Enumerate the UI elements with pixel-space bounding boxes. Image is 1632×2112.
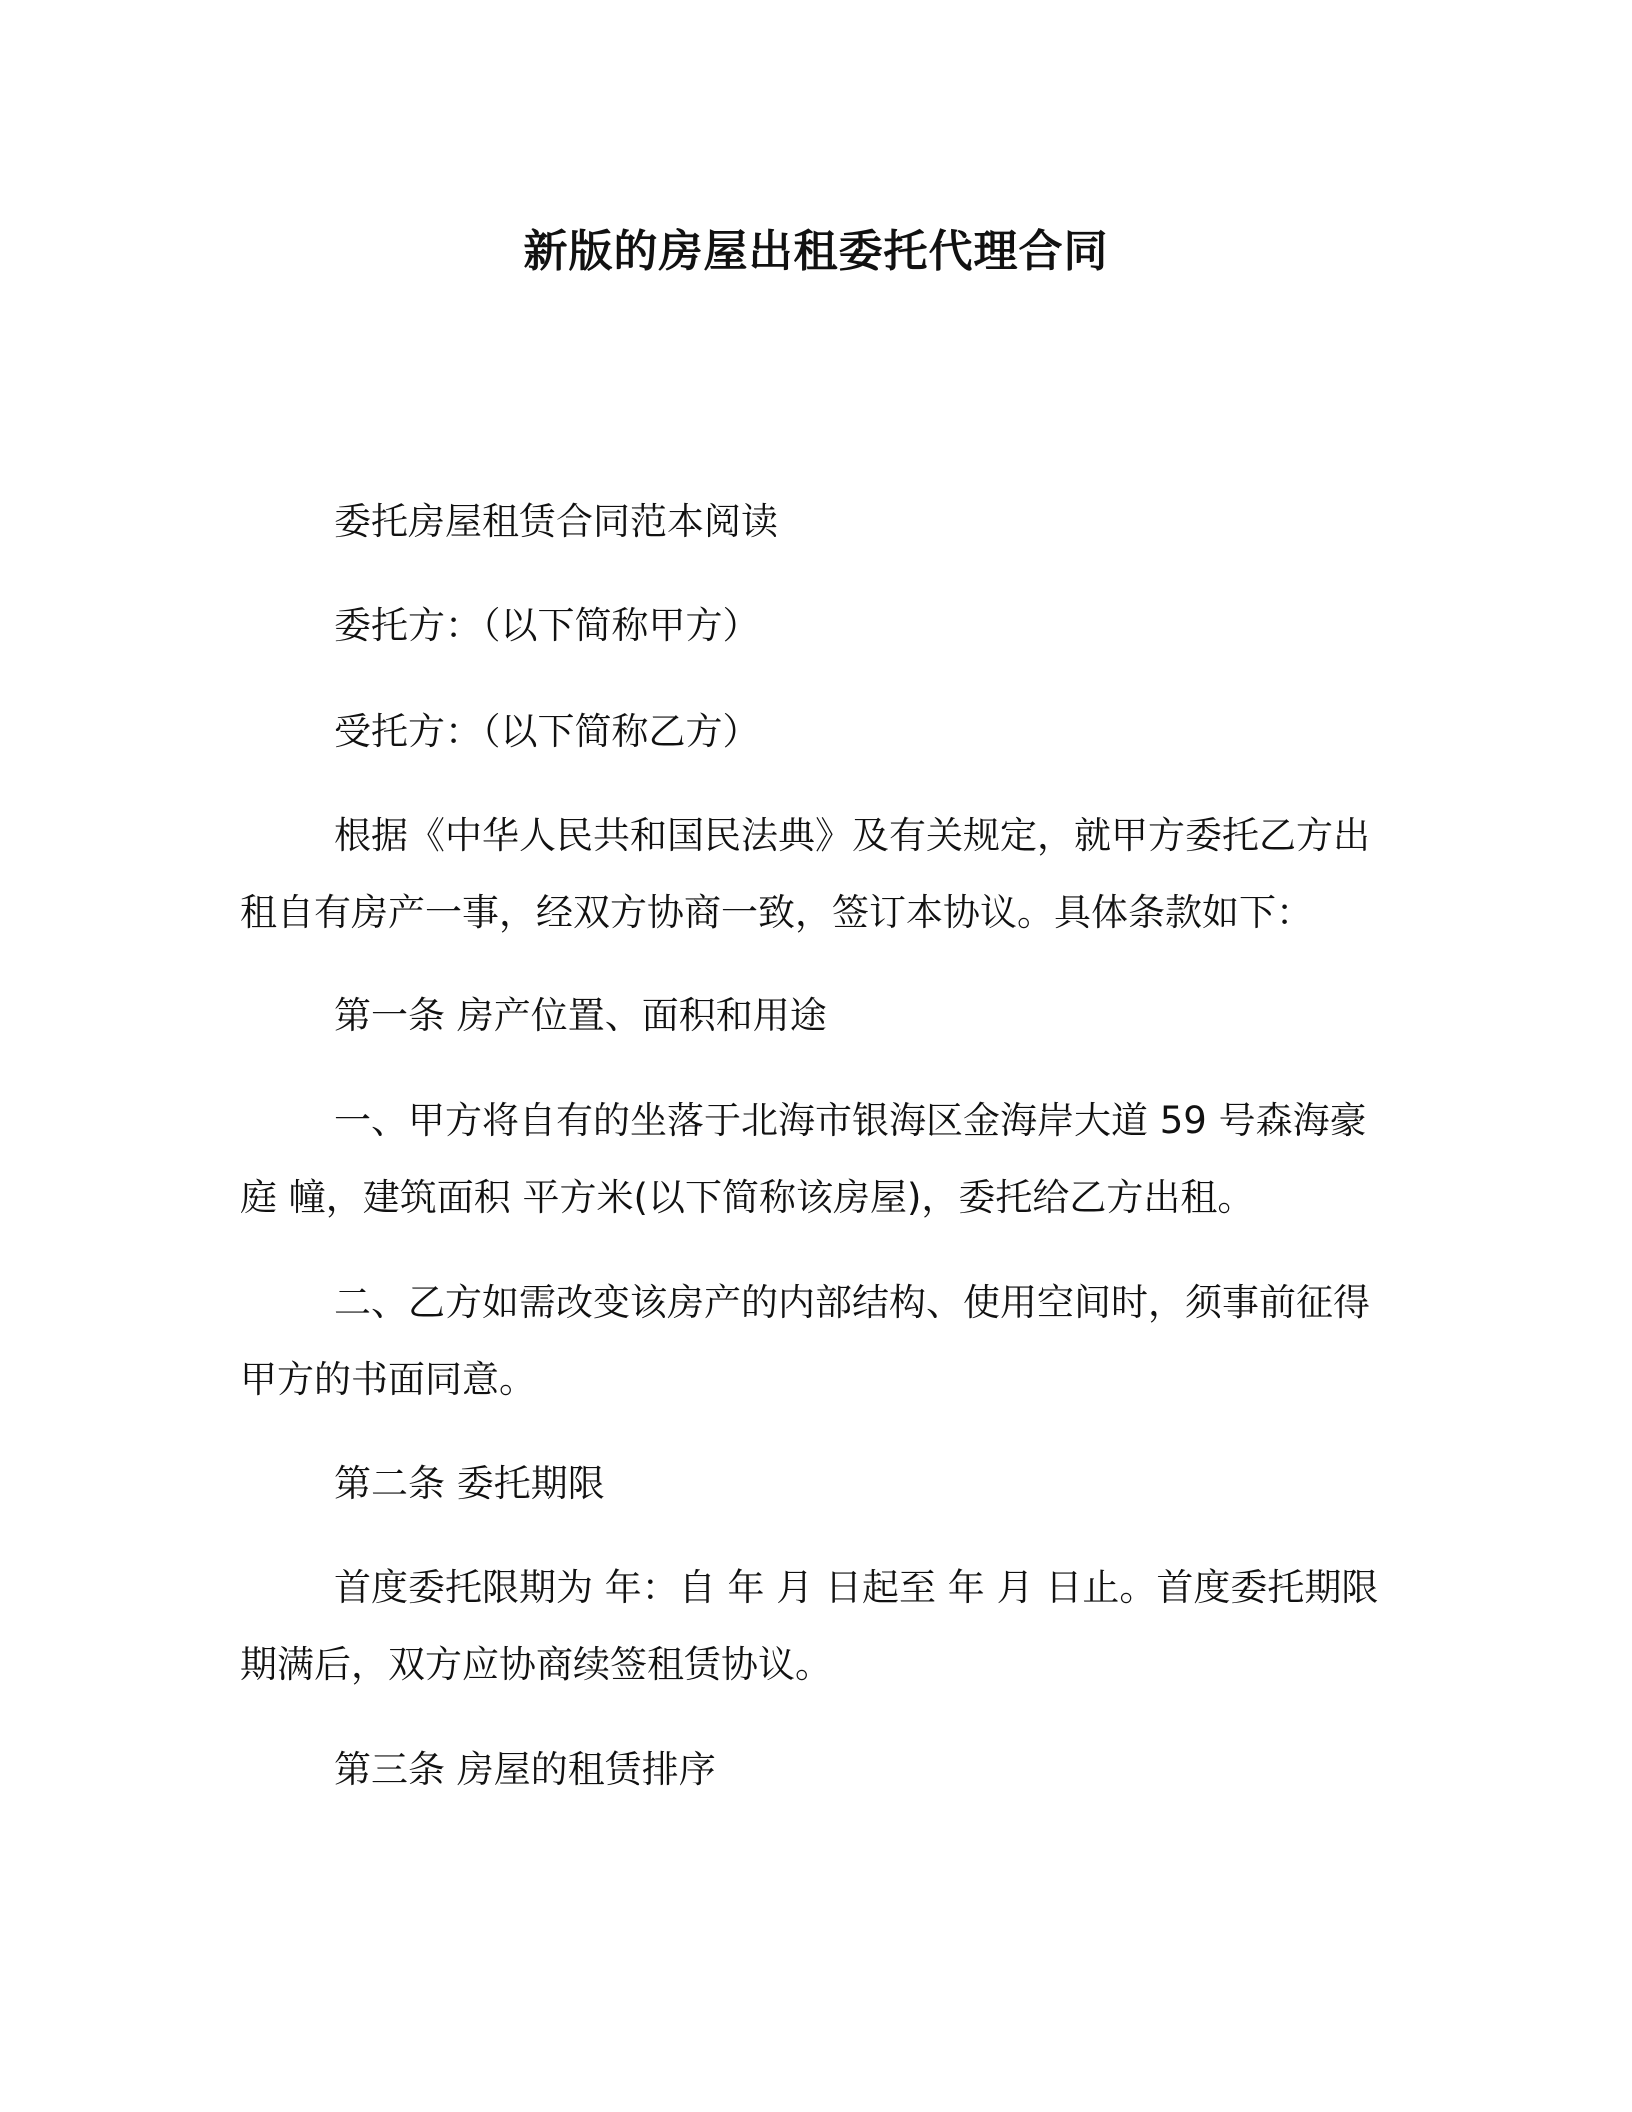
article-1-clause-2-line1: 二、乙方如需改变该房产的内部结构、使用空间时，须事前征得: [334, 1281, 1370, 1324]
article-2-body-line1: 首度委托限期为 年：自 年 月 日起至 年 月 日止。首度委托期限: [334, 1566, 1379, 1609]
article-2-heading: 第二条 委托期限: [334, 1462, 605, 1505]
paragraph-subtitle: 委托房屋租赁合同范本阅读: [334, 500, 778, 543]
article-1-clause-2-line2: 甲方的书面同意。: [240, 1358, 536, 1401]
article-1-heading: 第一条 房产位置、面积和用途: [334, 994, 827, 1037]
paragraph-intro-line1: 根据《中华人民共和国民法典》及有关规定，就甲方委托乙方出: [334, 814, 1370, 857]
article-3-heading: 第三条 房屋的租赁排序: [334, 1748, 716, 1791]
article-1-clause-1-line2: 庭 幢，建筑面积 平方米(以下简称该房屋)，委托给乙方出租。: [240, 1176, 1255, 1219]
article-2-body-line2: 期满后，双方应协商续签租赁协议。: [240, 1643, 832, 1686]
paragraph-principal: 委托方：（以下简称甲方）: [334, 604, 760, 647]
article-1-clause-1-line1: 一、甲方将自有的坐落于北海市银海区金海岸大道 59 号森海豪: [334, 1099, 1367, 1142]
paragraph-intro-line2: 租自有房产一事，经双方协商一致，签订本协议。具体条款如下：: [240, 891, 1313, 934]
document-title: 新版的房屋出租委托代理合同: [523, 226, 1109, 277]
paragraph-agent: 受托方：（以下简称乙方）: [334, 710, 760, 753]
